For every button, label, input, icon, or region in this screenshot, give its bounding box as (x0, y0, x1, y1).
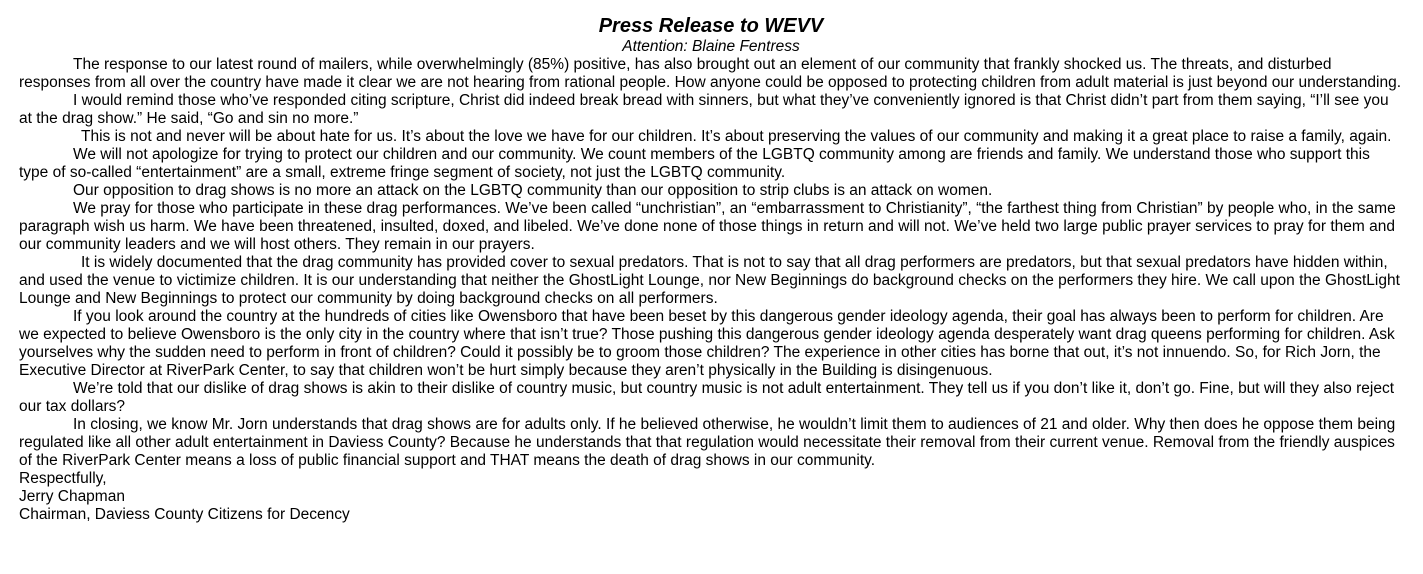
document-body (19, 56, 1403, 470)
paragraph-2: I would remind those who’ve responded citing scripture, Christ did indeed break bread with sinners, but what they’ve conveniently ignored is that Christ didn’t part from them saying, “I’ll see you at the drag show.” He said, “Go and sin no more.” (19, 92, 1389, 127)
paragraph-1: The response to our latest round of mailers, while overwhelmingly (85%) positive, has also brought out an element of our community that frankly shocked us. The threats, and disturbed responses from all over the country have made it clear we are not hearing from rational people. How anyone could be opposed to protecting children from adult material is just beyond our understanding. (19, 56, 1402, 91)
signer-title: Chairman, Daviess County Citizens for Decency (19, 506, 350, 523)
attention-line: Attention: Blaine Fentress (622, 38, 800, 55)
closing-salutation: Respectfully, (19, 470, 107, 487)
paragraph-5: Our opposition to drag shows is no more an attack on the LGBTQ community than our opposition to strip clubs is an attack on women. (73, 182, 993, 199)
paragraph-7: It is widely documented that the drag community has provided cover to sexual predators. That is not to say that all drag performers are predators, but that sexual predators have hidden within, and used the venue to victimize children. It is our understanding that neither the GhostLight Lounge, nor New Beginnings do background checks on the performers they hire. We call upon the GhostLight Lounge and New Beginnings to protect our community by doing background checks on all performers. (19, 254, 1400, 307)
paragraph-6: We pray for those who participate in these drag performances. We’ve been called “unchristian”, an “embarrassment to Christianity”, “the farthest thing from Christian” by people who, in the same paragraph wish us harm. We have been threatened, insulted, doxed, and libeled. We’ve done none of those things in return and will not. We’ve held two large public prayer services to pray for them and our community leaders and we will host others. They remain in our prayers. (19, 200, 1396, 253)
paragraph-4: We will not apologize for trying to protect our children and our community. We count members of the LGBTQ community among are friends and family. We understand those who support this type of so-called “entertainment” are a small, extreme fringe segment of society, not just the LGBTQ community. (19, 146, 1370, 181)
paragraph-9: We’re told that our dislike of drag shows is akin to their dislike of country music, but country music is not adult entertainment. They tell us if you don’t like it, don’t go. Fine, but will they also reject our tax dollars? (19, 380, 1394, 415)
paragraph-10: In closing, we know Mr. Jorn understands that drag shows are for adults only. If he believed otherwise, he wouldn’t limit them to audiences of 21 and older. Why then does he oppose them being regulated like all other adult entertainment in Daviess County? Because he understands that that regulation would necessitate their removal from their current venue. Removal from the friendly auspices of the RiverPark Center means a loss of public financial support and THAT means the death of drag shows in our community. (19, 416, 1396, 469)
document-title: Press Release to WEVV (598, 15, 824, 37)
signer-name: Jerry Chapman (19, 488, 125, 505)
paragraph-8: If you look around the country at the hundreds of cities like Owensboro that have been beset by this dangerous gender ideology agenda, their goal has always been to perform for children. Are we expected to believe Owensboro is the only city in the country where that isn’t true? Those pushing this dangerous gender ideology agenda desperately want drag queens performing for children. Ask yourselves why the sudden need to perform in front of children? Could it possibly be to groom those children? The experience in other cities has borne that out, it’s not innuendo. So, for Rich Jorn, the Executive Director at RiverPark Center, to say that children won’t be hurt simply because they aren’t physically in the Building is disingenuous. (19, 308, 1395, 379)
paragraph-3: This is not and never will be about hate for us. It’s about the love we have for our children. It’s about preserving the values of our community and making it a great place to raise a family, again. (81, 128, 1392, 145)
